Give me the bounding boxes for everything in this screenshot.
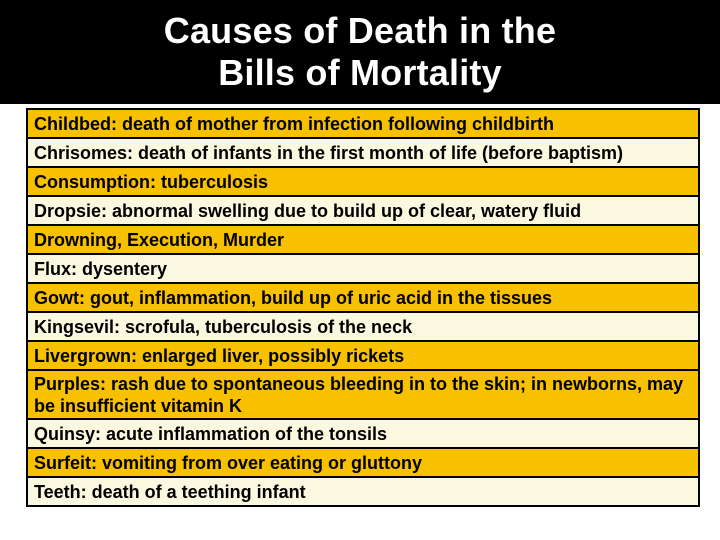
table-cell-chrisomes: Chrisomes: death of infants in the first month of life (before baptism) xyxy=(27,138,699,167)
table-row xyxy=(27,225,699,254)
table-row xyxy=(27,138,699,167)
table-cell-childbed: Childbed: death of mother from infection following childbirth xyxy=(27,109,699,138)
table-cell-teeth: Teeth: death of a teething infant xyxy=(27,477,699,506)
table-cell-purples: Purples: rash due to spontaneous bleeding in to the skin; in newborns, may be insufficient vitamin K xyxy=(27,370,699,419)
table-cell-surfeit: Surfeit: vomiting from over eating or gluttony xyxy=(27,448,699,477)
table-row xyxy=(27,167,699,196)
slide-title xyxy=(0,0,720,104)
table-cell-flux: Flux: dysentery xyxy=(27,254,699,283)
table-row xyxy=(27,341,699,370)
table-cell-consumption: Consumption: tuberculosis xyxy=(27,167,699,196)
table-row xyxy=(27,448,699,477)
table-cell-drowning: Drowning, Execution, Murder xyxy=(27,225,699,254)
table-row xyxy=(27,196,699,225)
table-row xyxy=(27,477,699,506)
table-cell-gowt: Gowt: gout, inflammation, build up of uric acid in the tissues xyxy=(27,283,699,312)
table-cell-kingsevil: Kingsevil: scrofula, tuberculosis of the neck xyxy=(27,312,699,341)
table-cell-livergrown: Livergrown: enlarged liver, possibly rickets xyxy=(27,341,699,370)
table-row xyxy=(27,254,699,283)
table-cell-quinsy: Quinsy: acute inflammation of the tonsils xyxy=(27,419,699,448)
table-cell-dropsie: Dropsie: abnormal swelling due to build up of clear, watery fluid xyxy=(27,196,699,225)
title-line-2: Bills of Mortality xyxy=(218,52,502,93)
table-row xyxy=(27,370,699,419)
title-line-1: Causes of Death in the xyxy=(163,10,557,51)
table-row xyxy=(27,283,699,312)
table-row xyxy=(27,109,699,138)
causes-of-death-table xyxy=(26,108,700,507)
table-row xyxy=(27,312,699,341)
table-row xyxy=(27,419,699,448)
